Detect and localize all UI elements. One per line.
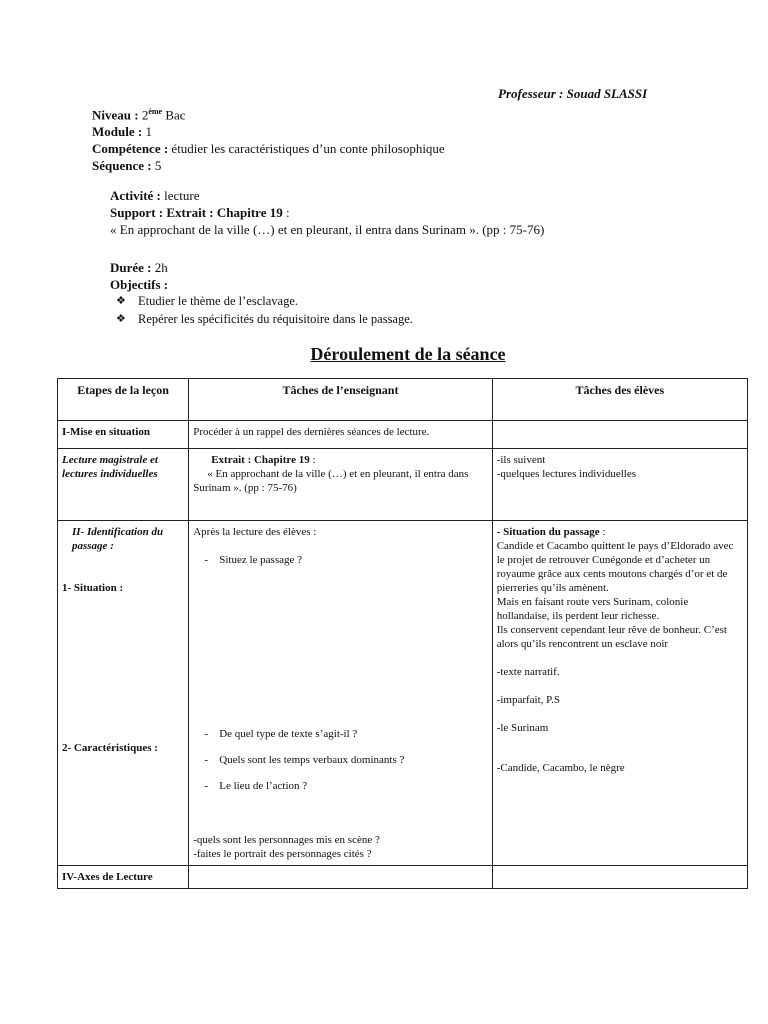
enseignant-cell bbox=[189, 521, 492, 866]
enseignant-cell bbox=[189, 449, 492, 521]
professor-name: Professeur : Souad SLASSI bbox=[498, 86, 648, 101]
situation-heading-colon: : bbox=[602, 526, 606, 538]
support-colon: : bbox=[285, 205, 290, 220]
list-item bbox=[110, 311, 413, 327]
etape-cell: Lecture magistrale et lectures individuelles bbox=[58, 449, 189, 521]
question-line: -faites le portrait des personnages cités ? bbox=[193, 848, 372, 860]
duration-block bbox=[110, 259, 413, 329]
niveau-value: Bac bbox=[165, 107, 186, 123]
question-line: -quels sont les personnages mis en scène ? bbox=[193, 834, 380, 846]
extrait-line bbox=[193, 453, 487, 467]
question-text: Situez le passage ? bbox=[219, 554, 302, 566]
table-row bbox=[58, 449, 748, 521]
niveau-number: 2 bbox=[141, 107, 149, 123]
table-header-row bbox=[58, 379, 748, 421]
question-item: - De quel type de texte s’agit-il ? bbox=[204, 728, 358, 740]
enseignant-cell: Procéder à un rappel des dernières séances de lecture. bbox=[189, 421, 492, 449]
competence-label: Compétence : bbox=[92, 141, 169, 157]
objectif-text: Repérer les spécificités du réquisitoire dans le passage. bbox=[138, 312, 413, 326]
etape-cell: I-Mise en situation bbox=[58, 421, 189, 449]
intro-line: Après la lecture des élèves : bbox=[193, 526, 317, 538]
column-header: Tâches des élèves bbox=[492, 379, 747, 421]
enseignant-cell bbox=[189, 866, 492, 889]
course-meta bbox=[92, 103, 445, 174]
situation-text: Ils conservent cependant leur rêve de bonheur. C’est alors qu’ils rencontrent un esclave noir bbox=[496, 624, 727, 650]
answer-line: -le Surinam bbox=[496, 722, 549, 734]
eleves-line: -ils suivent bbox=[496, 454, 546, 466]
table-row bbox=[58, 866, 748, 889]
objectifs-label bbox=[110, 276, 413, 293]
activite-label: Activité : bbox=[110, 188, 161, 203]
sequence-value: 5 bbox=[154, 158, 162, 174]
situation-heading bbox=[497, 525, 743, 539]
answer-line: -Candide, Cacambo, le nègre bbox=[496, 762, 625, 774]
lesson-table bbox=[57, 378, 748, 889]
diamond-bullet-icon: ❖ bbox=[116, 295, 126, 307]
duree-value: 2h bbox=[154, 260, 168, 275]
duree-line bbox=[110, 259, 413, 276]
sequence-line bbox=[92, 157, 445, 174]
activite-line bbox=[110, 187, 544, 204]
table-row bbox=[58, 421, 748, 449]
page-title: Déroulement de la séance bbox=[310, 344, 506, 364]
extrait-colon: : bbox=[312, 454, 316, 466]
niveau-sup: ème bbox=[148, 107, 163, 116]
column-header: Etapes de la leçon bbox=[58, 379, 189, 421]
support-line bbox=[110, 204, 544, 221]
module-value: 1 bbox=[145, 124, 152, 140]
support-label: Support : Extrait : Chapitre 19 bbox=[110, 205, 283, 220]
situation-label: 1- Situation : bbox=[62, 582, 124, 594]
eleves-cell bbox=[492, 866, 747, 889]
question-text: Quels sont les temps verbaux dominants ? bbox=[219, 754, 405, 766]
competence-line bbox=[92, 140, 445, 157]
niveau-line bbox=[92, 103, 445, 123]
eleves-cell bbox=[492, 521, 747, 866]
niveau-label: Niveau : bbox=[92, 107, 139, 123]
situation-text: Mais en faisant route vers Surinam, colonie hollandaise, ils perdent leur richesse. bbox=[496, 596, 689, 622]
objectifs-list bbox=[110, 293, 413, 327]
module-label: Module : bbox=[92, 124, 143, 140]
objectif-text: Etudier le thème de l’esclavage. bbox=[138, 294, 298, 308]
answer-line: -imparfait, P.S bbox=[496, 694, 560, 706]
eleves-cell bbox=[492, 449, 747, 521]
diamond-bullet-icon: ❖ bbox=[116, 313, 126, 325]
extrait-quote: « En approchant de la ville (…) et en pleurant, il entra dans Surinam ». (pp : 75-76) bbox=[193, 468, 469, 494]
activite-value: lecture bbox=[164, 188, 200, 203]
support-quote: « En approchant de la ville (…) et en pleurant, il entra dans Surinam ». (pp : 75-76) bbox=[110, 222, 545, 237]
question-item: - Quels sont les temps verbaux dominants ? bbox=[204, 754, 405, 766]
table-row bbox=[58, 521, 748, 866]
answer-line: -texte narratif. bbox=[496, 666, 560, 678]
objectifs-label-text: Objectifs : bbox=[110, 277, 169, 292]
sequence-label: Séquence : bbox=[92, 158, 152, 174]
situation-text: Candide et Cacambo quittent le pays d’Eldorado avec le projet de retrouver Cunégonde et d’acheter un royaume grâce aux cents moutons chargés d’or et de pierreries qu’ils amènent. bbox=[496, 540, 734, 594]
module-line bbox=[92, 123, 445, 140]
question-item: - Le lieu de l’action ? bbox=[204, 780, 308, 792]
identification-title: II- Identification du passage : bbox=[72, 526, 164, 552]
etape-cell bbox=[58, 521, 189, 866]
question-text: Le lieu de l’action ? bbox=[219, 780, 308, 792]
eleves-line: -quelques lectures individuelles bbox=[496, 468, 636, 480]
caracteristiques-label: 2- Caractéristiques : bbox=[62, 742, 158, 754]
etape-cell: IV-Axes de Lecture bbox=[58, 866, 189, 889]
eleves-cell bbox=[492, 421, 747, 449]
activity-block bbox=[110, 187, 544, 238]
situation-heading-label: - Situation du passage bbox=[496, 526, 600, 538]
competence-value: étudier les caractéristiques d’un conte philosophique bbox=[171, 141, 445, 157]
question-text: De quel type de texte s’agit-il ? bbox=[219, 728, 358, 740]
duree-label: Durée : bbox=[110, 260, 152, 275]
extrait-label: Extrait : Chapitre 19 bbox=[211, 454, 310, 466]
question-item: - Situez le passage ? bbox=[204, 554, 302, 566]
list-item bbox=[110, 293, 413, 309]
column-header: Tâches de l’enseignant bbox=[189, 379, 492, 421]
